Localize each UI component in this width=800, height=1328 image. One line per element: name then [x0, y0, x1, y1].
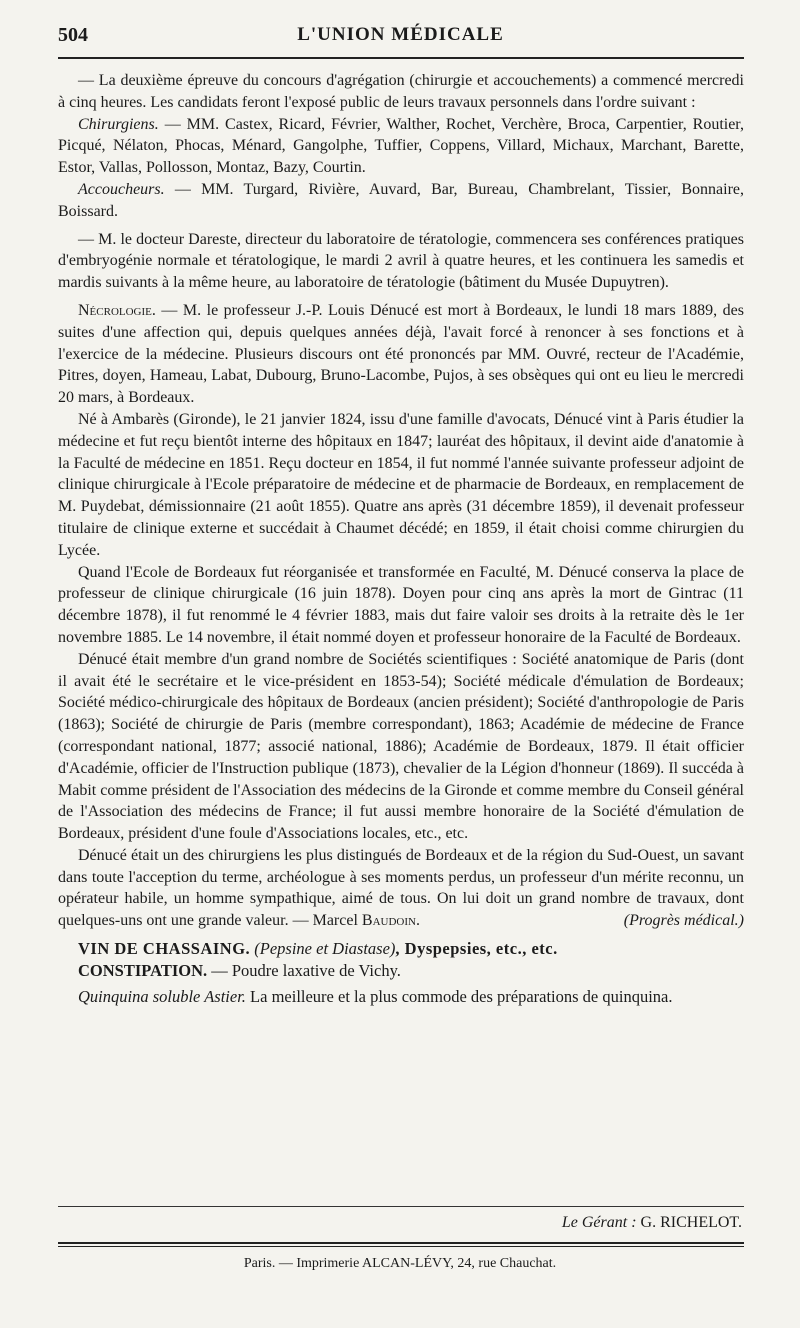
ad-quinquina	[58, 986, 744, 1008]
accoucheurs-label: Accoucheurs.	[78, 180, 165, 198]
chirurgiens-list: — MM. Castex, Ricard, Février, Walther, Rochet, Verchère, Broca, Carpentier, Routier, Picqué, Nélaton, Phocas, Ménard, Gangolphe, Tuffier, Coppens, Villard, Michaux, Marchant, Barette, Estor, Vallas, Pollosson, Montaz, Bazy, Courtin.	[58, 115, 744, 177]
ad-quinquina-name: Quinquina soluble Astier.	[78, 986, 246, 1006]
ad-vin-chassaing	[58, 938, 744, 960]
author-period: .	[415, 912, 420, 930]
page-number: 504	[58, 24, 88, 46]
ad-constipation-rest: — Poudre laxative de Vichy.	[207, 960, 401, 980]
accoucheurs-list: — MM. Turgard, Rivière, Auvard, Bar, Bureau, Chambrelant, Tissier, Bonnaire, Boissard.	[58, 180, 744, 220]
necrologie-label: Nécrologie.	[78, 301, 156, 319]
societies-paragraph: Dénucé était membre d'un grand nombre de Sociétés scientifiques : Société anatomique de Paris (dont il avait été le secrétaire et le vice-président en 1853-54); Société médicale d'émulation de Bordeaux; Société médico-chirurgicale des hôpitaux de Bordeaux (ancien président); Société d'anthropologie de Paris (1863); Société de chirurgie de Paris (membre correspondant), 1863; Académie de médecine de France (correspondant national, 1877; associé national, 1886); Académie de Bordeaux, 1879. Il était officier d'Académie, officier de l'Instruction publique (1873), chevalier de la Légion d'honneur (1869). Il succéda à Mabit comme président de l'Association des médecins de la Gironde et comme membre du Conseil général de l'Association des médecins de France; il fut aussi membre honoraire de la Société d'émulation de Bordeaux, président d'une foule d'Associations locales, etc., etc.	[58, 650, 744, 843]
ad-vin-rest: , Dyspepsies, etc., etc.	[395, 939, 558, 959]
journal-title: L'UNION MÉDICALE	[297, 24, 504, 45]
biography-paragraph-2: Quand l'Ecole de Bordeaux fut réorganisée et transformée en Faculté, M. Dénucé conserva la place de professeur de clinique chirurgicale (16 juin 1878). Doyen pour cinq ans après la mort de Gintrac (11 décembre 1878), il fut renommé le 4 février 1883, mais dut faire valoir ses droits à la retraite dès le 1er novembre 1885. Le 14 novembre, il était nommé doyen et professeur honoraire de la Faculté de Bordeaux.	[58, 563, 744, 646]
ad-constipation-name: CONSTIPATION.	[78, 960, 208, 980]
article-body	[58, 70, 744, 1007]
necrologie-text: — M. le professeur J.-P. Louis Dénucé est mort à Bordeaux, le lundi 18 mars 1889, des suites d'une affection qui, depuis quelques années déjà, l'avait forcé à renoncer à ses fonctions et à l'exercice de la médecine. Plusieurs discours ont été prononcés par MM. Ouvré, recteur de l'Académie, Pitres, doyen, Hameau, Labat, Dubourg, Bruno-Lacombe, Pujos, à ses obsèques qui ont eu lieu le mercredi 20 mars, à Bordeaux.	[58, 301, 744, 407]
footer-rule	[58, 1206, 744, 1207]
gerant-label: Le Gérant :	[561, 1214, 637, 1231]
gerant-line	[562, 1214, 742, 1232]
ad-vin-detail: (Pepsine et Diastase)	[250, 939, 396, 959]
footer-double-rule	[58, 1242, 744, 1247]
dareste-paragraph: — M. le docteur Dareste, directeur du laboratoire de tératologie, commencera ses conférences pratiques d'embryogénie normale et tératologique, le mardi 2 avril à quatre heures, et les continuera les samedis et mardis suivants à la même heure, au laboratoire de tératologie (bâtiment du Musée Dupuytren).	[58, 230, 744, 292]
agregation-paragraph: — La deuxième épreuve du concours d'agrégation (chirurgie et accouchements) a commencé mercredi à cinq heures. Les candidats feront l'exposé public de leurs travaux personnels dans l'ordre suivant :	[58, 72, 744, 111]
source-citation: (Progrès médical.)	[623, 912, 744, 930]
necrologie-paragraph	[58, 300, 744, 409]
tribute-text: Dénucé était un des chirurgiens les plus distingués de Bordeaux et de la région du Sud-Ouest, un savant dans toute l'acception du terme, archéologue à ses moments perdus, un professeur d'un mérite reconnu, un opérateur habile, un homme sympathique, aimé de tous. On lui doit un grand nombre de travaux, dont quelques-uns ont une grande valeur. — Marcel	[58, 846, 744, 930]
chirurgiens-paragraph	[58, 114, 744, 179]
accoucheurs-paragraph	[58, 179, 744, 223]
chirurgiens-label: Chirurgiens.	[78, 115, 159, 133]
running-header	[58, 24, 743, 54]
biography-paragraph-1: Né à Ambarès (Gironde), le 21 janvier 1824, issu d'une famille d'avocats, Dénucé vint à Paris étudier la médecine et fut reçu bientôt interne des hôpitaux en 1847; lauréat des hôpitaux, il devint aide d'anatomie à la Faculté de médecine en 1851. Reçu docteur en 1854, il fut nommé l'année suivante professeur adjoint de clinique chirurgicale à l'Ecole préparatoire de médecine et de pharmacie de Bordeaux, en remplacement de M. Puydebat, démissionnaire (21 août 1855). Quatre ans après (31 décembre 1859), il devenait professeur titulaire de clinique externe et succédait à Chaumet décédé; en 1859, il était choisi comme chirurgien du Lycée.	[58, 410, 744, 559]
gerant-name: G. RICHELOT.	[636, 1214, 742, 1231]
header-rule	[58, 57, 744, 59]
ad-vin-name: VIN DE CHASSAING.	[78, 939, 251, 959]
ad-constipation	[58, 960, 744, 982]
ad-quinquina-rest: La meilleure et la plus commode des préparations de quinquina.	[245, 986, 673, 1006]
author-name: Baudoin	[361, 912, 416, 930]
tribute-paragraph	[58, 845, 744, 932]
printer-imprint: Paris. — Imprimerie ALCAN-LÉVY, 24, rue Chauchat.	[243, 1256, 557, 1271]
